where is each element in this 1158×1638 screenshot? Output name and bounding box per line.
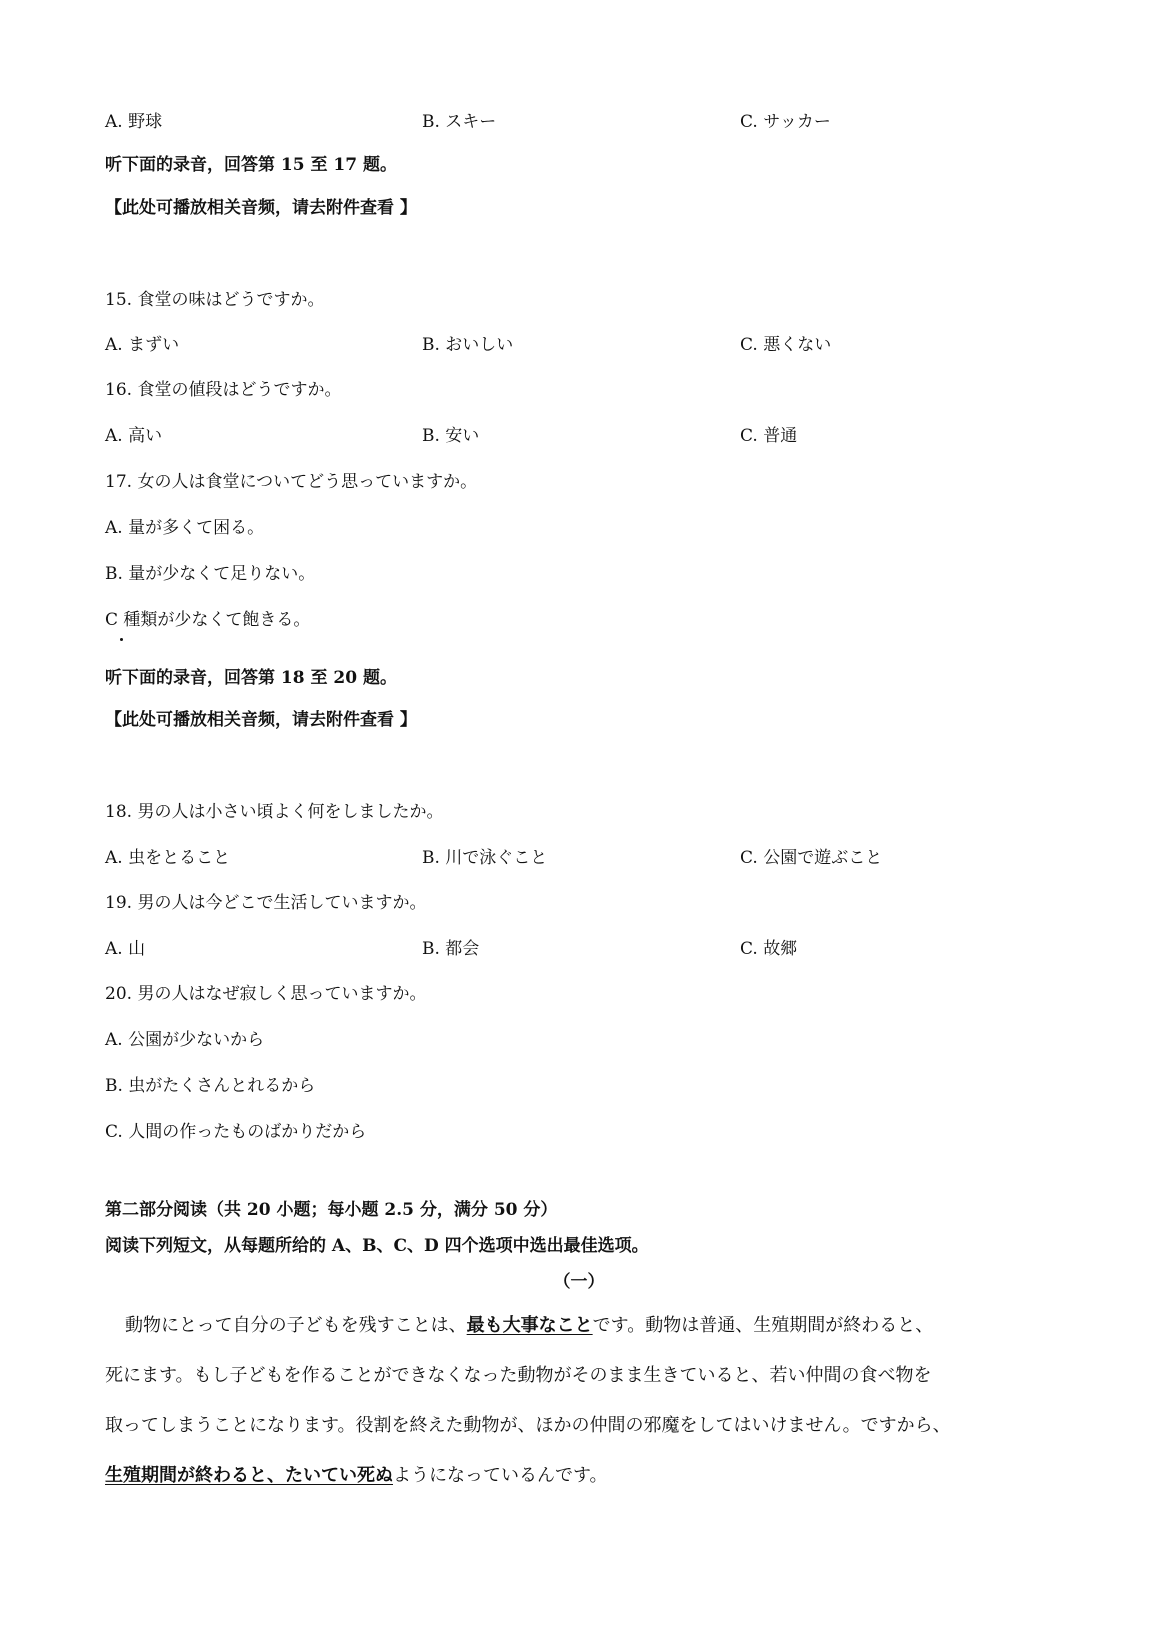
q18-option-c[interactable]: C. 公園で遊ぶこと bbox=[740, 848, 883, 868]
q17-option-c[interactable]: C 種類が少なくて飽きる。 bbox=[105, 610, 311, 630]
q18-question: 18. 男の人は小さい頃よく何をしましたか。 bbox=[105, 802, 444, 822]
q16-options bbox=[0, 424, 1158, 448]
q14-option-b[interactable]: B. スキー bbox=[422, 112, 497, 132]
passage-number: （一） bbox=[553, 1272, 605, 1292]
passage-line-1-end: です。動物は普通、生殖期間が終わると、 bbox=[592, 1315, 934, 1336]
section-15-17-instruction: 听下面的录音，回答第 15 至 17 题。 bbox=[105, 155, 397, 175]
q14-option-c[interactable]: C. サッカー bbox=[740, 112, 831, 132]
q18-option-a[interactable]: A. 虫をとること bbox=[105, 848, 231, 868]
passage-emphasis-1: 最も大事なこと bbox=[466, 1315, 593, 1336]
q14-options bbox=[0, 110, 1158, 134]
stray-dot bbox=[120, 638, 123, 641]
q19-option-a[interactable]: A. 山 bbox=[105, 939, 146, 959]
section-18-20-audio-note: 【此处可播放相关音频，请去附件查看 】 bbox=[105, 710, 417, 730]
part2-instruction: 阅读下列短文，从每题所给的 A、B、C、D 四个选项中选出最佳选项。 bbox=[105, 1236, 649, 1256]
q20-option-c-row bbox=[0, 1120, 1158, 1144]
q15-option-c[interactable]: C. 悪くない bbox=[740, 335, 832, 355]
passage-line-3: 取ってしまうことになります。役割を終えた動物が、ほかの仲間の邪魔をしてはいけません。ですから、 bbox=[105, 1415, 951, 1436]
q19-option-c[interactable]: C. 故郷 bbox=[740, 939, 798, 959]
q14-option-a[interactable]: A. 野球 bbox=[105, 112, 163, 132]
passage-line-4-end: ようになっているんです。 bbox=[393, 1465, 608, 1486]
q19-option-b[interactable]: B. 都会 bbox=[422, 939, 480, 959]
q20-option-b[interactable]: B. 虫がたくさんとれるから bbox=[105, 1076, 316, 1096]
q20-option-c[interactable]: C. 人間の作ったものばかりだから bbox=[105, 1122, 367, 1142]
q17-question: 17. 女の人は食堂についてどう思っていますか。 bbox=[105, 472, 478, 492]
passage-line-1-start: 動物にとって自分の子どもを残すことは、 bbox=[125, 1315, 467, 1336]
q16-option-a[interactable]: A. 高い bbox=[105, 426, 163, 446]
q15-option-b[interactable]: B. おいしい bbox=[422, 335, 514, 355]
q19-options bbox=[0, 937, 1158, 961]
q15-options bbox=[0, 333, 1158, 357]
q20-option-b-row bbox=[0, 1074, 1158, 1098]
section-15-17-audio-note: 【此处可播放相关音频，请去附件查看 】 bbox=[105, 198, 417, 218]
q16-option-c[interactable]: C. 普通 bbox=[740, 426, 798, 446]
q20-option-a[interactable]: A. 公園が少ないから bbox=[105, 1030, 265, 1050]
q17-option-b[interactable]: B. 量が少なくて足りない。 bbox=[105, 564, 316, 584]
q16-option-b[interactable]: B. 安い bbox=[422, 426, 480, 446]
q17-option-b-row bbox=[0, 562, 1158, 586]
q20-option-a-row bbox=[0, 1028, 1158, 1052]
q19-question: 19. 男の人は今どこで生活していますか。 bbox=[105, 893, 427, 913]
q18-option-b[interactable]: B. 川で泳ぐこと bbox=[422, 848, 548, 868]
section-18-20-instruction: 听下面的录音，回答第 18 至 20 题。 bbox=[105, 668, 397, 688]
q15-question: 15. 食堂の味はどうですか。 bbox=[105, 290, 325, 310]
passage-line-4 bbox=[105, 1464, 1065, 1488]
q16-question: 16. 食堂の値段はどうですか。 bbox=[105, 380, 342, 400]
passage-line-1 bbox=[125, 1314, 1085, 1338]
passage-emphasis-2: 生殖期間が終わると、たいてい死ぬ bbox=[105, 1465, 393, 1486]
passage-line-2: 死にます。もし子どもを作ることができなくなった動物がそのまま生きていると、若い仲間の食べ物を bbox=[105, 1365, 932, 1386]
q17-option-a[interactable]: A. 量が多くて困る。 bbox=[105, 518, 265, 538]
part2-title: 第二部分阅读（共 20 小题；每小题 2.5 分，满分 50 分） bbox=[105, 1200, 558, 1220]
q20-question: 20. 男の人はなぜ寂しく思っていますか。 bbox=[105, 984, 427, 1004]
q18-options bbox=[0, 846, 1158, 870]
q17-option-a-row bbox=[0, 516, 1158, 540]
q17-option-c-row bbox=[0, 608, 1158, 632]
q15-option-a[interactable]: A. まずい bbox=[105, 335, 180, 355]
